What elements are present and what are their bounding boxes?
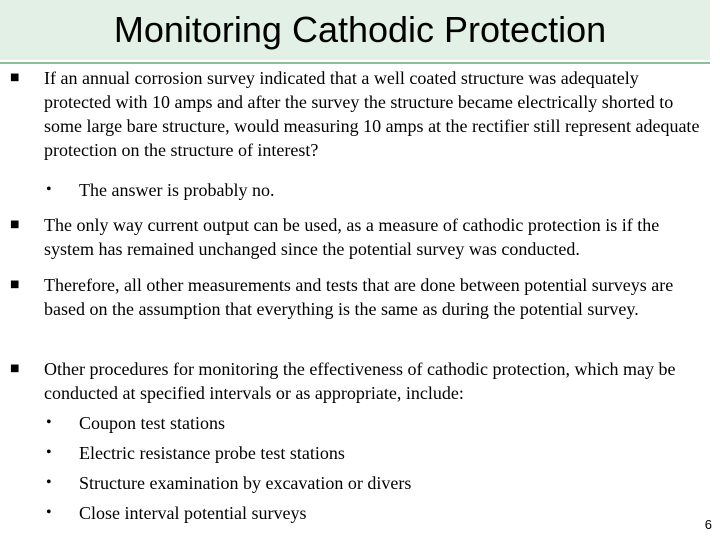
sub-bullet-text: Structure examination by excavation or divers [79, 473, 412, 493]
bullet-text-1: If an annual corrosion survey indicated that a well coated structure was adequately protected with 10 amps and after the survey the structure became electrically shorted to some large bare structure, would measuring 10 amps at the rectifier still represent adequate protection on the structure of interest? [44, 68, 700, 160]
sub-bullet-text: Close interval potential surveys [79, 503, 307, 523]
square-bullet-icon: ■ [10, 279, 20, 290]
sub-bullet-1-1 [0, 178, 720, 202]
round-bullet-icon: • [46, 181, 52, 198]
page-number: 6 [704, 517, 712, 532]
sub-bullet-text: Coupon test stations [79, 413, 226, 433]
sub-bullet-4-2 [0, 441, 720, 465]
round-bullet-icon: • [46, 474, 52, 491]
round-bullet-icon: • [46, 504, 52, 521]
sub-bullet-text: Electric resistance probe test stations [79, 443, 345, 463]
round-bullet-icon: • [46, 414, 52, 431]
bullet-text-2: The only way current output can be used, as a measure of cathodic protection is if the system has remained unchanged since the potential survey was conducted. [44, 215, 660, 259]
square-bullet-icon: ■ [10, 219, 20, 230]
title-divider [0, 62, 710, 64]
sub-bullet-text: The answer is probably no. [79, 180, 275, 200]
sub-bullet-4-4 [0, 501, 720, 525]
sub-bullet-4-1 [0, 411, 720, 435]
round-bullet-icon: • [46, 444, 52, 461]
square-bullet-icon: ■ [10, 363, 20, 374]
bullet-text-4: Other procedures for monitoring the effectiveness of cathodic protection, which may be conducted at specified intervals or as appropriate, include: [44, 359, 676, 403]
sub-bullet-4-3 [0, 471, 720, 495]
bullet-text-3: Therefore, all other measurements and tests that are done between potential surveys are based on the assumption that everything is the same as during the potential survey. [44, 275, 674, 319]
square-bullet-icon: ■ [10, 72, 20, 83]
slide-title: Monitoring Cathodic Protection [113, 9, 607, 50]
